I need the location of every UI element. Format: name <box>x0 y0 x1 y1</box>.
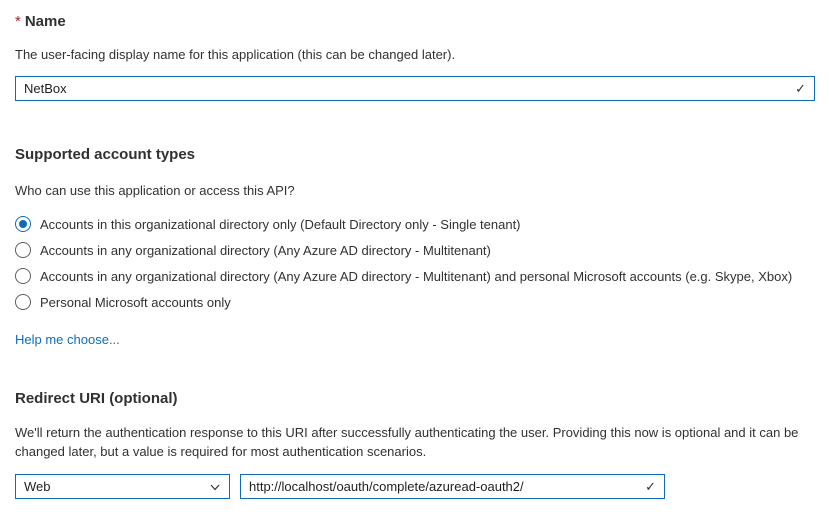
help-me-choose-link[interactable]: Help me choose... <box>15 332 120 347</box>
redirect-uri-row <box>15 474 815 499</box>
account-type-option-multitenant-personal[interactable] <box>15 263 815 289</box>
name-description: The user-facing display name for this application (this can be changed later). <box>15 47 456 62</box>
account-type-option-label: Accounts in any organizational directory (Any Azure AD directory - Multitenant) <box>40 242 491 258</box>
redirect-uri-title: Redirect URI (optional) <box>15 390 178 407</box>
checkmark-icon: ✓ <box>795 80 806 96</box>
required-marker: * <box>15 13 21 30</box>
radio-icon[interactable] <box>15 268 31 284</box>
account-type-option-personal-only[interactable] <box>15 289 815 315</box>
platform-select-value: Web <box>24 479 51 494</box>
redirect-uri-description: We'll return the authentication response to this URI after successfully authenticating the user. Providing this now is optional and it can be changed later, but a value is required for most authentication scenarios. <box>15 425 799 459</box>
account-type-option-single-tenant[interactable] <box>15 211 815 237</box>
checkmark-icon: ✓ <box>645 478 656 494</box>
name-label: Name <box>24 13 66 30</box>
account-type-option-multitenant[interactable] <box>15 237 815 263</box>
redirect-uri-value: http://localhost/oauth/complete/azuread-oauth2/ <box>249 479 524 494</box>
radio-icon[interactable] <box>15 242 31 258</box>
name-input-value: NetBox <box>24 81 67 96</box>
account-types-radio-group <box>15 211 815 315</box>
chevron-down-icon <box>209 481 221 493</box>
account-type-option-label: Accounts in any organizational directory (Any Azure AD directory - Multitenant) and personal Microsoft accounts (e.g. Skype, Xbox) <box>40 268 793 284</box>
name-input[interactable] <box>15 76 815 101</box>
account-type-option-label: Accounts in this organizational directory only (Default Directory only - Single tenant) <box>40 216 521 232</box>
name-section-title <box>15 13 815 30</box>
account-type-option-label: Personal Microsoft accounts only <box>40 294 231 310</box>
radio-icon[interactable] <box>15 294 31 310</box>
platform-select[interactable] <box>15 474 230 499</box>
radio-icon[interactable] <box>15 216 31 232</box>
account-types-question: Who can use this application or access this API? <box>15 183 295 198</box>
redirect-uri-input[interactable] <box>240 474 665 499</box>
account-types-title: Supported account types <box>15 146 196 163</box>
